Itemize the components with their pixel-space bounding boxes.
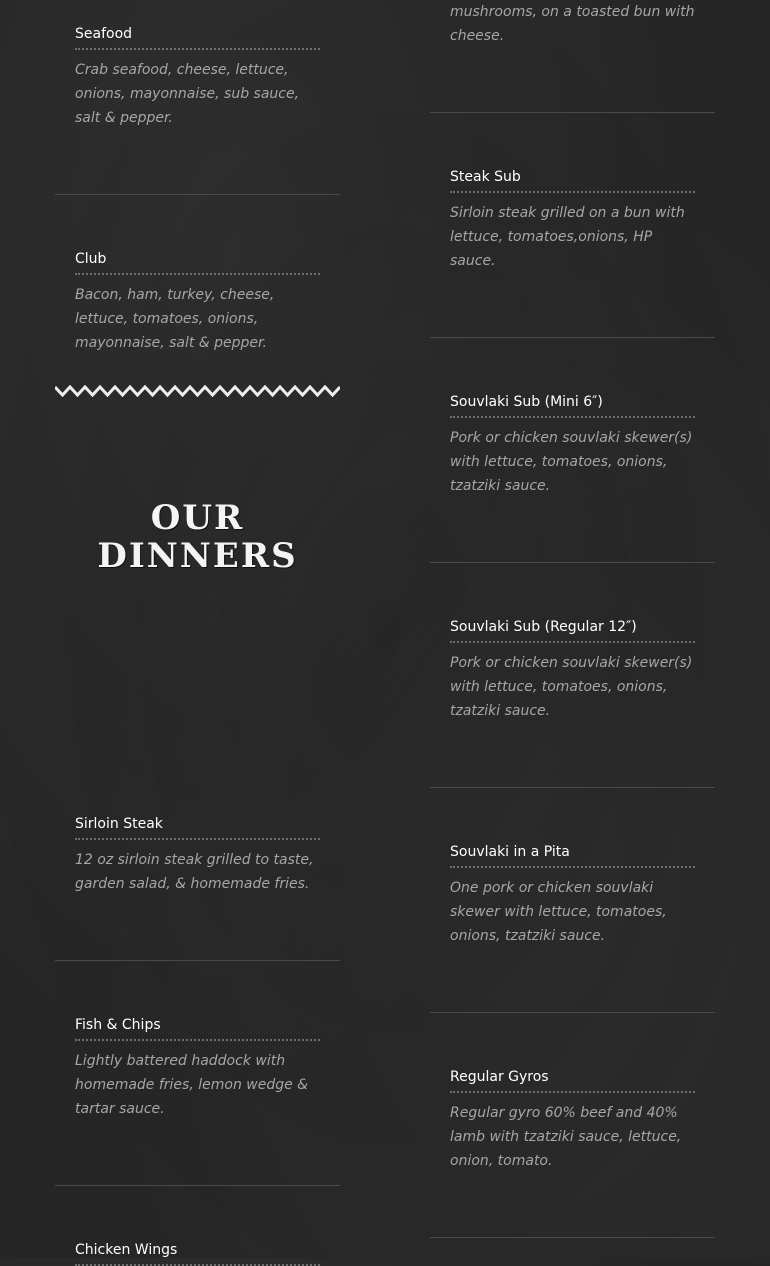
menu-divider (55, 960, 340, 961)
menu-column-right (430, 0, 715, 1258)
menu-item-description: One pork or chicken souvlaki skewer with lettuce, tomatoes, onions, tzatziki sauce. (450, 880, 667, 944)
menu-item-seafood (75, 24, 320, 130)
menu-item-fish-and-chips (75, 1015, 320, 1121)
zigzag-divider (55, 384, 340, 398)
menu-item-title: Seafood (75, 24, 320, 50)
menu-divider (430, 562, 715, 563)
menu-item-souvlaki-sub-regular (450, 617, 695, 723)
menu-column-left (55, 0, 340, 1258)
menu-item-title: Souvlaki Sub (Regular 12″) (450, 617, 695, 643)
menu-item-title: Steak Sub (450, 167, 695, 193)
section-heading-our-dinners: OUR DINNERS (97, 498, 298, 576)
menu-divider (430, 112, 715, 113)
menu-item-title: Regular Gyros (450, 1067, 695, 1093)
menu-item-description: Crab seafood, cheese, lettuce, onions, mayonnaise, sub sauce, salt & pepper. (75, 62, 300, 126)
menu-item-title: Fish & Chips (75, 1015, 320, 1041)
menu-item-partial (450, 0, 695, 48)
menu-item-description: Pork or chicken souvlaki skewer(s) with lettuce, tomatoes, onions, tzatziki sauce. (450, 655, 693, 719)
menu-divider (430, 787, 715, 788)
menu-item-title: Sirloin Steak (75, 814, 320, 840)
menu-item-title: Souvlaki Sub (Mini 6″) (450, 392, 695, 418)
menu-item-sirloin-steak (75, 814, 320, 896)
menu-item-description: 12 oz sirloin steak grilled to taste, garden salad, & homemade fries. (75, 852, 314, 892)
menu-item-steak-sub (450, 167, 695, 273)
menu-item-club (75, 249, 320, 355)
menu-divider (55, 1185, 340, 1186)
menu-item-description: Sirloin steak grilled on a bun with lettuce, tomatoes,onions, HP sauce. (450, 205, 685, 269)
menu-item-description: Lightly battered haddock with homemade fries, lemon wedge & tartar sauce. (75, 1053, 309, 1117)
menu-divider (430, 1012, 715, 1013)
menu-divider (430, 1237, 715, 1238)
menu-item-description: Bacon, ham, turkey, cheese, lettuce, tomatoes, onions, mayonnaise, salt & pepper. (75, 287, 275, 351)
menu-item-title: Souvlaki in a Pita (450, 842, 695, 868)
menu-item-title: Chicken Wings (75, 1240, 320, 1266)
menu-item-description: Regular gyro 60% beef and 40% lamb with tzatziki sauce, lettuce, onion, tomato. (450, 1105, 682, 1169)
menu-item-chicken-wings (75, 1240, 320, 1266)
menu-item-souvlaki-sub-mini (450, 392, 695, 498)
menu-item-description: mushrooms, on a toasted bun with cheese. (450, 4, 695, 44)
menu-divider (55, 194, 340, 195)
menu-divider (430, 337, 715, 338)
menu-item-souvlaki-pita (450, 842, 695, 948)
menu-item-title: Club (75, 249, 320, 275)
menu-item-description: Pork or chicken souvlaki skewer(s) with lettuce, tomatoes, onions, tzatziki sauce. (450, 430, 693, 494)
menu-item-regular-gyros (450, 1067, 695, 1173)
